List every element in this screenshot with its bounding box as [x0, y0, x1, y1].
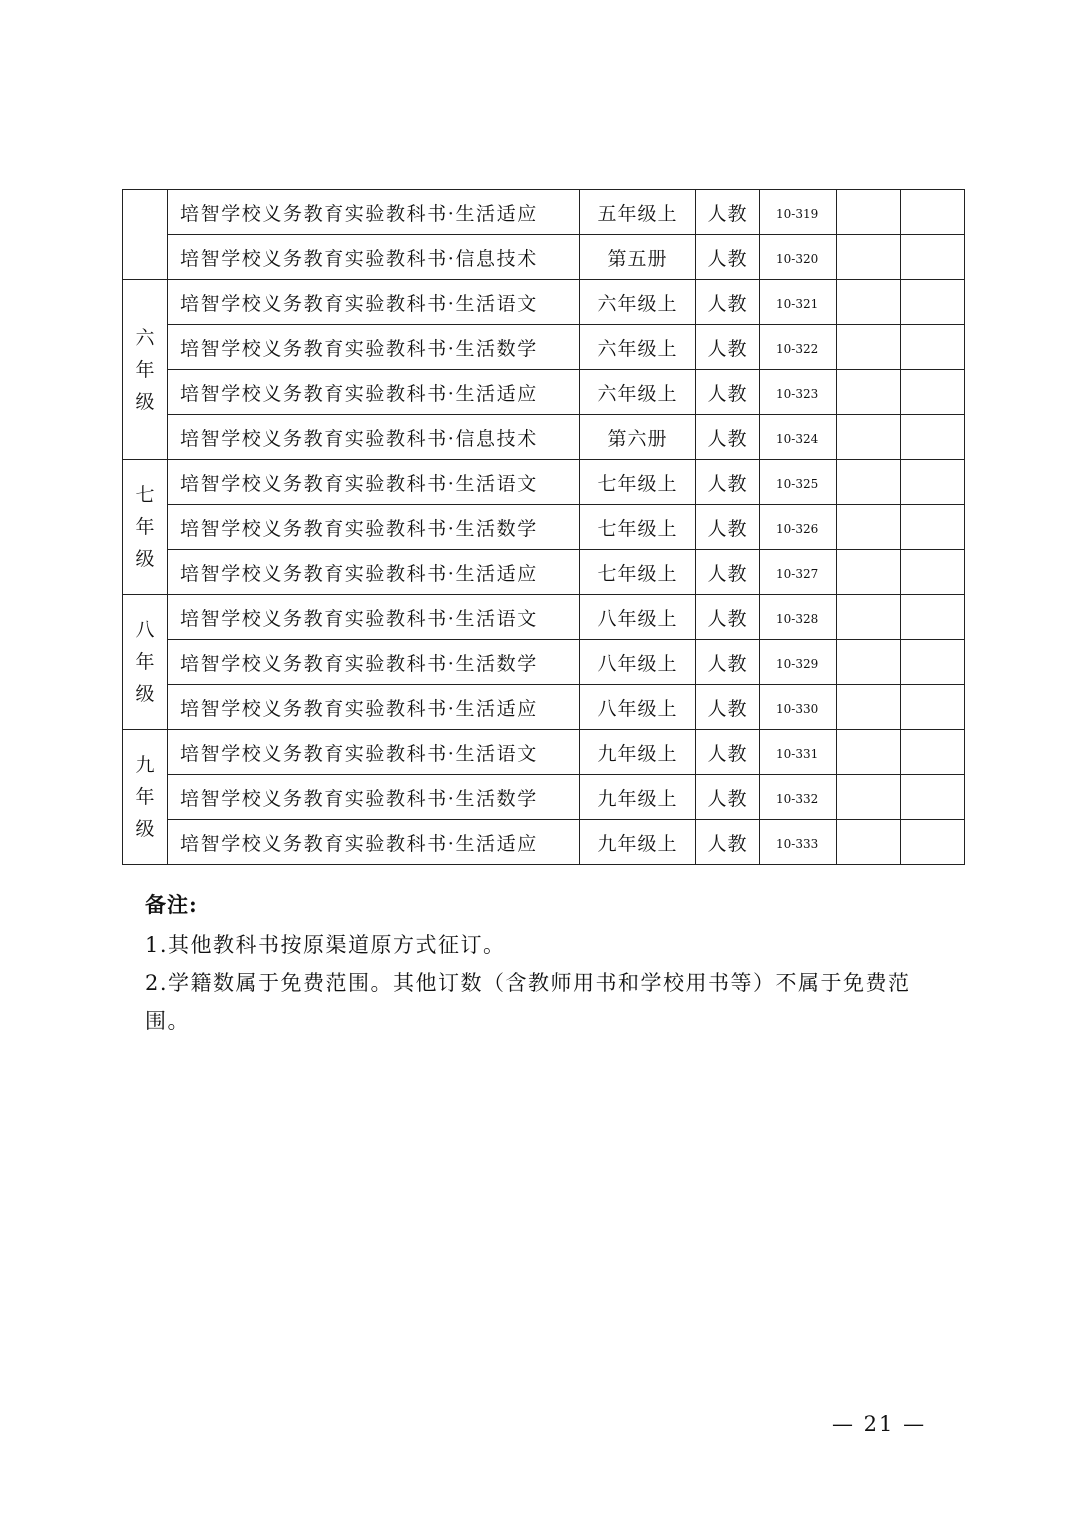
publisher-cell: 人教	[696, 685, 760, 730]
grade-label: 八年级	[135, 619, 155, 705]
empty-count-cell	[837, 550, 901, 595]
table-row	[123, 775, 965, 820]
code-cell: 10-331	[760, 730, 837, 775]
grade-cell	[123, 280, 168, 460]
book-name-cell: 培智学校义务教育实验教科书·生活语文	[168, 280, 580, 325]
edition-cell: 八年级上	[580, 685, 696, 730]
book-name-cell: 培智学校义务教育实验教科书·生活适应	[168, 370, 580, 415]
code-cell: 10-320	[760, 235, 837, 280]
empty-count-cell	[901, 325, 965, 370]
empty-count-cell	[837, 190, 901, 235]
empty-count-cell	[837, 685, 901, 730]
empty-count-cell	[837, 460, 901, 505]
edition-cell: 六年级上	[580, 325, 696, 370]
publisher-cell: 人教	[696, 280, 760, 325]
empty-count-cell	[837, 235, 901, 280]
book-name-cell: 培智学校义务教育实验教科书·信息技术	[168, 415, 580, 460]
code-cell: 10-329	[760, 640, 837, 685]
empty-count-cell	[901, 235, 965, 280]
table-row	[123, 280, 965, 325]
empty-count-cell	[901, 415, 965, 460]
grade-cell	[123, 730, 168, 865]
publisher-cell: 人教	[696, 730, 760, 775]
publisher-cell: 人教	[696, 235, 760, 280]
publisher-cell: 人教	[696, 370, 760, 415]
table-row	[123, 640, 965, 685]
publisher-cell: 人教	[696, 595, 760, 640]
empty-count-cell	[901, 550, 965, 595]
empty-count-cell	[901, 685, 965, 730]
textbook-table-body	[123, 190, 965, 865]
table-row	[123, 235, 965, 280]
empty-count-cell	[837, 505, 901, 550]
book-name-cell: 培智学校义务教育实验教科书·生活数学	[168, 325, 580, 370]
code-cell: 10-330	[760, 685, 837, 730]
edition-cell: 七年级上	[580, 460, 696, 505]
table-row	[123, 820, 965, 865]
publisher-cell: 人教	[696, 505, 760, 550]
empty-count-cell	[901, 280, 965, 325]
grade-label: 六年级	[135, 326, 155, 413]
table-row	[123, 730, 965, 775]
table-row	[123, 370, 965, 415]
book-name-cell: 培智学校义务教育实验教科书·生活数学	[168, 640, 580, 685]
edition-cell: 九年级上	[580, 730, 696, 775]
empty-count-cell	[837, 730, 901, 775]
code-cell: 10-323	[760, 370, 837, 415]
table-row	[123, 595, 965, 640]
edition-cell: 九年级上	[580, 820, 696, 865]
book-name-cell: 培智学校义务教育实验教科书·生活数学	[168, 775, 580, 820]
code-cell: 10-332	[760, 775, 837, 820]
publisher-cell: 人教	[696, 325, 760, 370]
empty-count-cell	[837, 820, 901, 865]
empty-count-cell	[837, 595, 901, 640]
empty-count-cell	[901, 370, 965, 415]
edition-cell: 七年级上	[580, 505, 696, 550]
publisher-cell: 人教	[696, 550, 760, 595]
grade-label: 九年级	[135, 754, 155, 840]
code-cell: 10-324	[760, 415, 837, 460]
remarks-list	[145, 926, 945, 1040]
code-cell: 10-328	[760, 595, 837, 640]
table-row	[123, 190, 965, 235]
book-name-cell: 培智学校义务教育实验教科书·信息技术	[168, 235, 580, 280]
empty-count-cell	[837, 325, 901, 370]
table-row	[123, 505, 965, 550]
book-name-cell: 培智学校义务教育实验教科书·生活适应	[168, 820, 580, 865]
code-cell: 10-322	[760, 325, 837, 370]
empty-count-cell	[837, 370, 901, 415]
table-row	[123, 685, 965, 730]
publisher-cell: 人教	[696, 460, 760, 505]
empty-count-cell	[901, 505, 965, 550]
remark-item: 1.其他教科书按原渠道原方式征订。	[145, 933, 506, 957]
table-row	[123, 325, 965, 370]
book-name-cell: 培智学校义务教育实验教科书·生活数学	[168, 505, 580, 550]
code-cell: 10-326	[760, 505, 837, 550]
grade-label: 七年级	[135, 484, 155, 570]
table-row	[123, 550, 965, 595]
book-name-cell: 培智学校义务教育实验教科书·生活适应	[168, 190, 580, 235]
grade-cell	[123, 595, 168, 730]
empty-count-cell	[901, 595, 965, 640]
book-name-cell: 培智学校义务教育实验教科书·生活语文	[168, 730, 580, 775]
textbook-table	[122, 189, 965, 865]
remarks-section	[145, 886, 945, 1040]
empty-count-cell	[837, 415, 901, 460]
remark-item: 2.学籍数属于免费范围。其他订数（含教师用书和学校用书等）不属于免费范围。	[145, 971, 911, 1033]
empty-count-cell	[837, 280, 901, 325]
page-number: — 21 —	[832, 1412, 927, 1436]
publisher-cell: 人教	[696, 820, 760, 865]
empty-count-cell	[901, 460, 965, 505]
edition-cell: 八年级上	[580, 595, 696, 640]
publisher-cell: 人教	[696, 640, 760, 685]
code-cell: 10-327	[760, 550, 837, 595]
edition-cell: 第五册	[580, 235, 696, 280]
empty-count-cell	[901, 775, 965, 820]
book-name-cell: 培智学校义务教育实验教科书·生活适应	[168, 685, 580, 730]
edition-cell: 六年级上	[580, 370, 696, 415]
empty-count-cell	[901, 820, 965, 865]
edition-cell: 九年级上	[580, 775, 696, 820]
publisher-cell: 人教	[696, 415, 760, 460]
empty-count-cell	[901, 730, 965, 775]
edition-cell: 七年级上	[580, 550, 696, 595]
empty-count-cell	[837, 775, 901, 820]
empty-count-cell	[901, 640, 965, 685]
code-cell: 10-321	[760, 280, 837, 325]
edition-cell: 五年级上	[580, 190, 696, 235]
edition-cell: 六年级上	[580, 280, 696, 325]
table-row	[123, 460, 965, 505]
remarks-title: 备注:	[145, 892, 198, 917]
edition-cell: 第六册	[580, 415, 696, 460]
empty-count-cell	[901, 190, 965, 235]
publisher-cell: 人教	[696, 775, 760, 820]
book-name-cell: 培智学校义务教育实验教科书·生活语文	[168, 460, 580, 505]
grade-cell	[123, 190, 168, 280]
edition-cell: 八年级上	[580, 640, 696, 685]
code-cell: 10-333	[760, 820, 837, 865]
empty-count-cell	[837, 640, 901, 685]
grade-cell	[123, 460, 168, 595]
book-name-cell: 培智学校义务教育实验教科书·生活语文	[168, 595, 580, 640]
code-cell: 10-325	[760, 460, 837, 505]
publisher-cell: 人教	[696, 190, 760, 235]
code-cell: 10-319	[760, 190, 837, 235]
table-row	[123, 415, 965, 460]
book-name-cell: 培智学校义务教育实验教科书·生活适应	[168, 550, 580, 595]
